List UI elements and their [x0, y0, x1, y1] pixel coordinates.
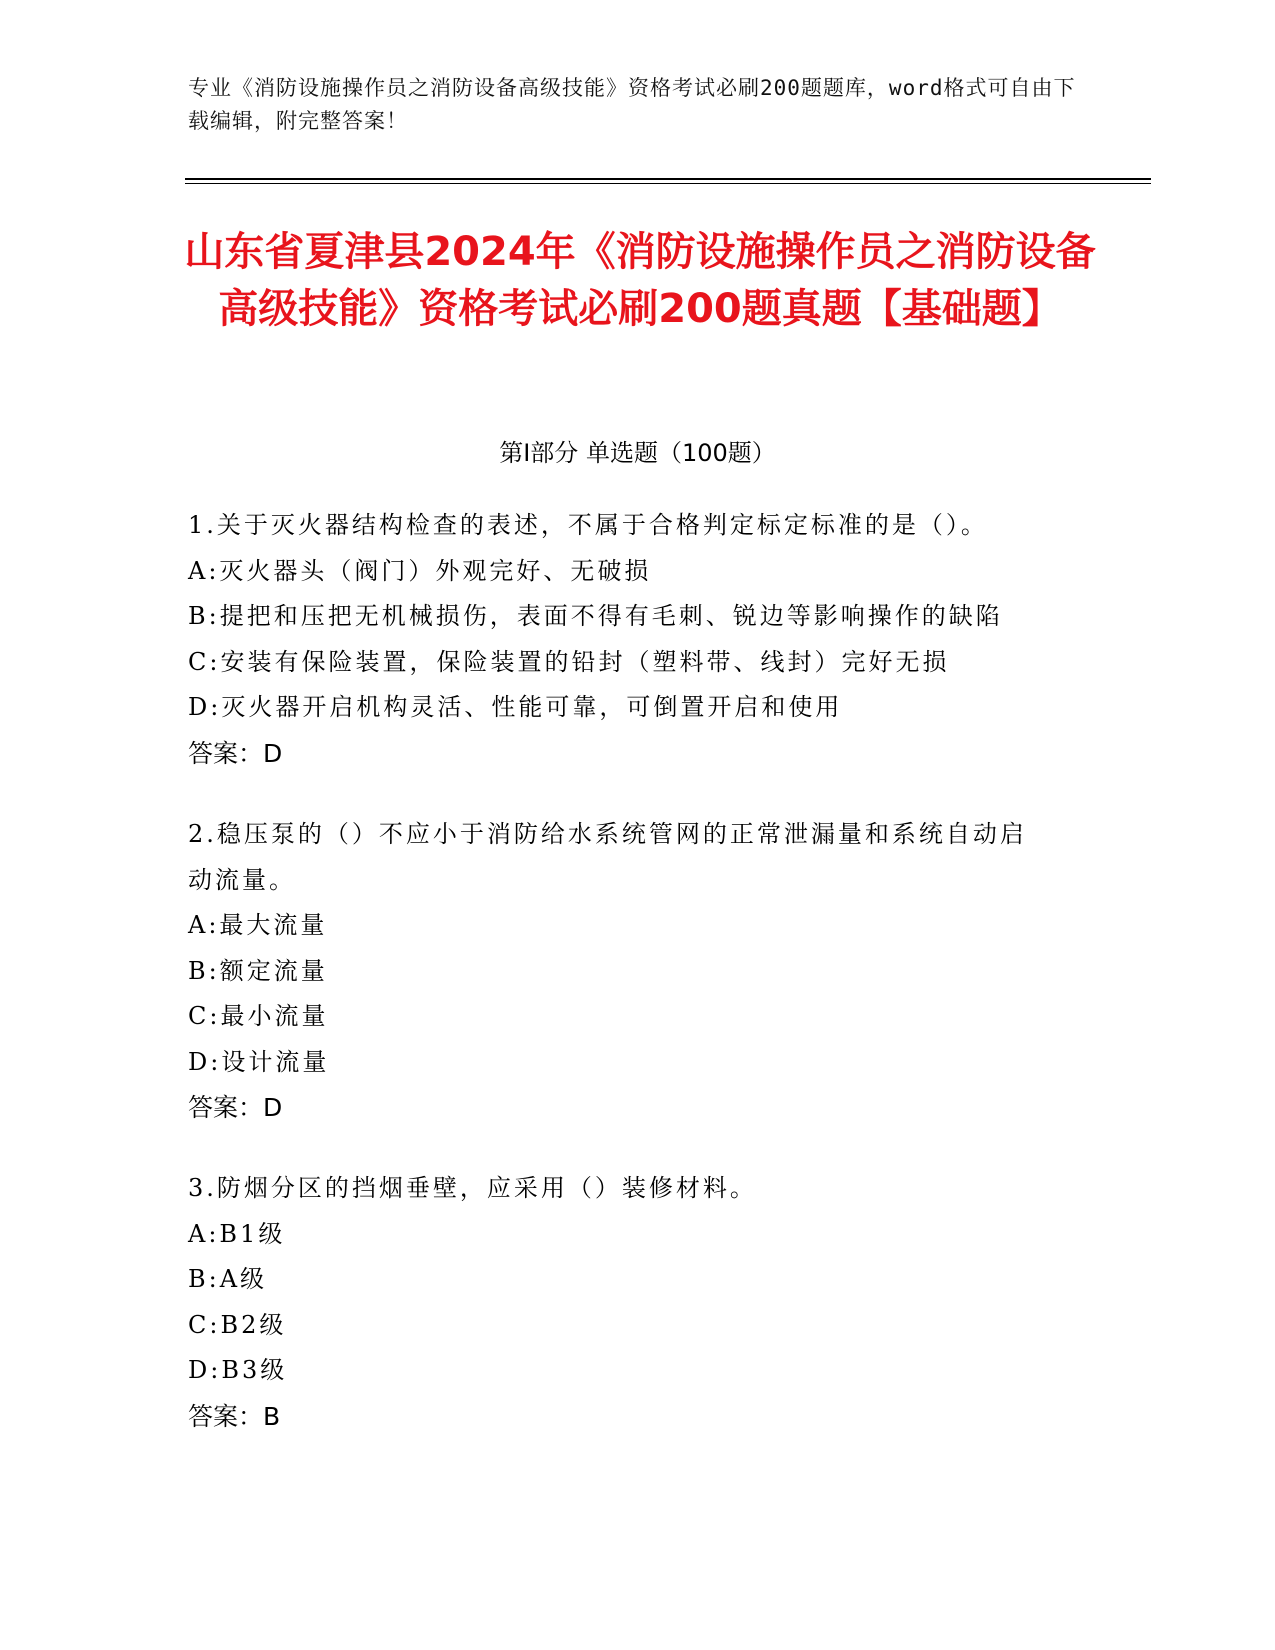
option-d: D:设计流量 [188, 1047, 330, 1076]
option-d: D:B3级 [188, 1356, 288, 1384]
question-stem: 2.稳压泵的（）不应小于消防给水系统管网的正常泄漏量和系统自动启动流量。 [188, 820, 1027, 894]
option-b: B:提把和压把无机械损伤，表面不得有毛刺、锐边等影响操作的缺陷 [188, 602, 1003, 630]
section-heading: 第Ⅰ部分 单选题（100题） [499, 439, 776, 467]
question-3 [188, 1166, 1088, 1439]
option-c: C:安装有保险装置，保险装置的铅封（塑料带、线封）完好无损 [188, 647, 950, 676]
option-a: A:最大流量 [188, 911, 328, 939]
option-d: D:灭火器开启机构灵活、性能可靠，可倒置开启和使用 [188, 693, 843, 721]
header-rule-thick [185, 178, 1151, 180]
option-a: A:灭火器头（阀门）外观完好、无破损 [188, 556, 652, 585]
header-rule-thin [185, 183, 1151, 184]
question-stem: 1.关于灭火器结构检查的表述，不属于合格判定标定标准的是（）。 [188, 511, 988, 539]
option-c: C:B2级 [188, 1310, 287, 1339]
question-1 [188, 503, 1088, 776]
option-a: A:B1级 [188, 1219, 286, 1248]
document-title: 山东省夏津县2024年《消防设施操作员之消防设备高级技能》资格考试必刷200题真题【基础题】 [184, 229, 1096, 332]
question-2 [188, 812, 1088, 1131]
option-b: B:额定流量 [188, 956, 328, 985]
option-c: C:最小流量 [188, 1002, 329, 1030]
question-stem: 3.防烟分区的挡烟垂壁，应采用（）装修材料。 [188, 1174, 757, 1202]
answer: 答案：B [188, 1401, 281, 1431]
option-b: B:A级 [188, 1265, 268, 1293]
answer: 答案：D [188, 738, 283, 768]
answer: 答案：D [188, 1093, 283, 1122]
header-note: 专业《消防设施操作员之消防设备高级技能》资格考试必刷200题题库，word格式可自由下载编辑，附完整答案！ [188, 76, 1076, 133]
